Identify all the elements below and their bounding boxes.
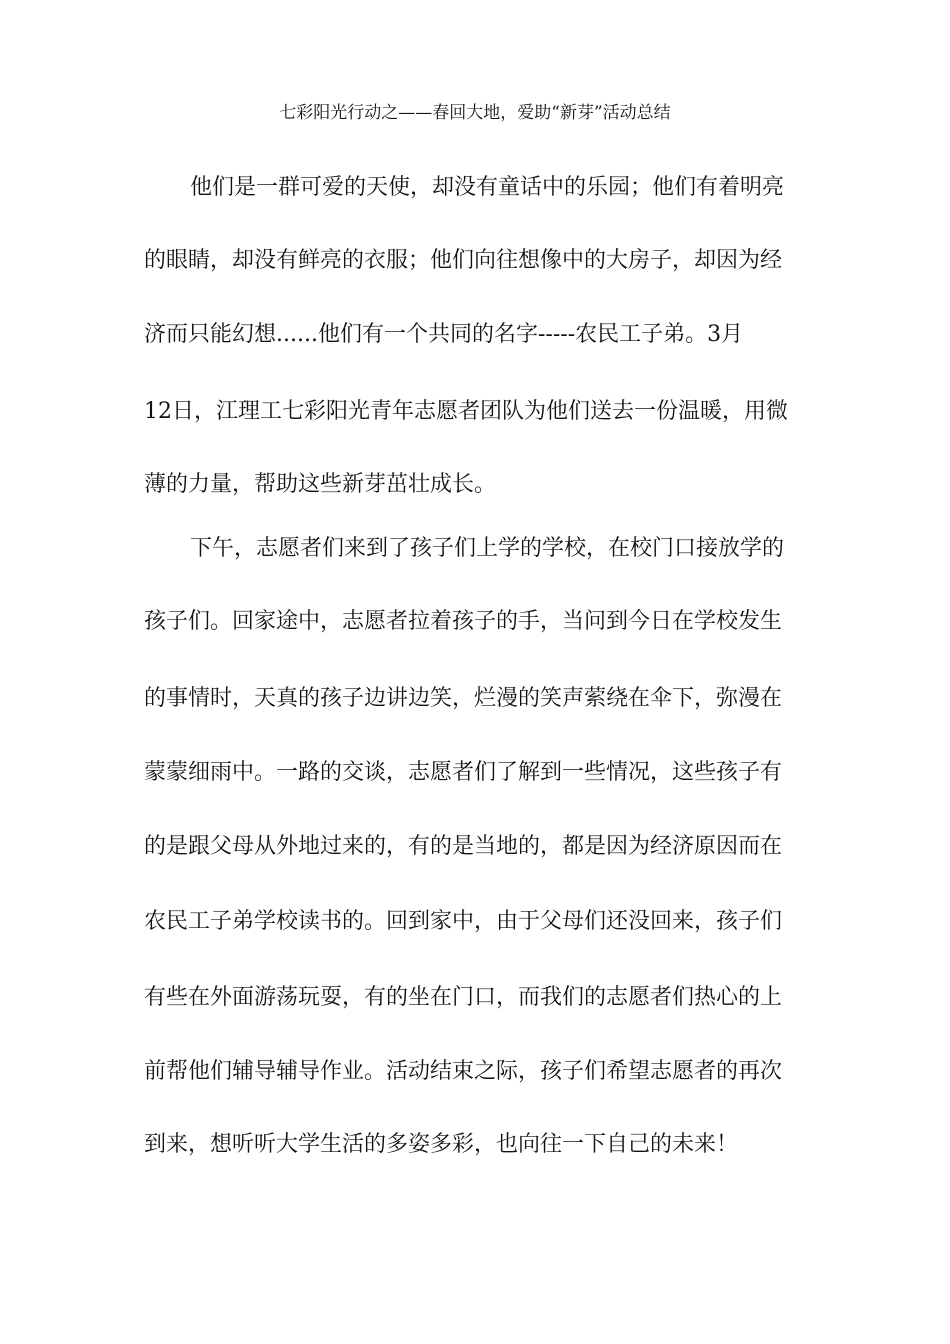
paragraph-line: 到来，想听听大学生活的多姿多彩，也向往一下自己的未来！ (144, 1132, 739, 1157)
paragraph-line: 12日，江理工七彩阳光青年志愿者团队为他们送去一份温暖，用微 (144, 399, 788, 424)
paragraph-line: 下午，志愿者们来到了孩子们上学的学校，在校门口接放学的 (190, 536, 785, 561)
paragraph-line: 的是跟父母从外地过来的，有的是当地的，都是因为经济原因而在 (144, 834, 783, 859)
paragraph-line: 农民工子弟学校读书的。回到家中，由于父母们还没回来，孩子们 (144, 909, 783, 934)
paragraph-line: 孩子们。回家途中，志愿者拉着孩子的手，当问到今日在学校发生 (144, 609, 783, 634)
paragraph-line: 薄的力量，帮助这些新芽茁壮成长。 (144, 472, 497, 497)
paragraph-line: 前帮他们辅导辅导作业。活动结束之际，孩子们希望志愿者的再次 (144, 1059, 783, 1084)
document-title: 七彩阳光行动之——春回大地，爱助“新芽”活动总结 (279, 103, 671, 123)
paragraph-line: 的事情时，天真的孩子边讲边笑，烂漫的笑声萦绕在伞下，弥漫在 (144, 686, 783, 711)
paragraph-line: 济而只能幻想......他们有一个共同的名字-----农民工子弟。3月 (144, 322, 744, 347)
paragraph-line: 有些在外面游荡玩耍，有的坐在门口，而我们的志愿者们热心的上 (144, 985, 783, 1010)
paragraph-line: 他们是一群可爱的天使，却没有童话中的乐园；他们有着明亮 (190, 175, 785, 200)
paragraph-line: 蒙蒙细雨中。一路的交谈，志愿者们了解到一些情况，这些孩子有 (144, 760, 783, 785)
paragraph-line: 的眼睛，却没有鲜亮的衣服；他们向往想像中的大房子，却因为经 (144, 248, 783, 273)
